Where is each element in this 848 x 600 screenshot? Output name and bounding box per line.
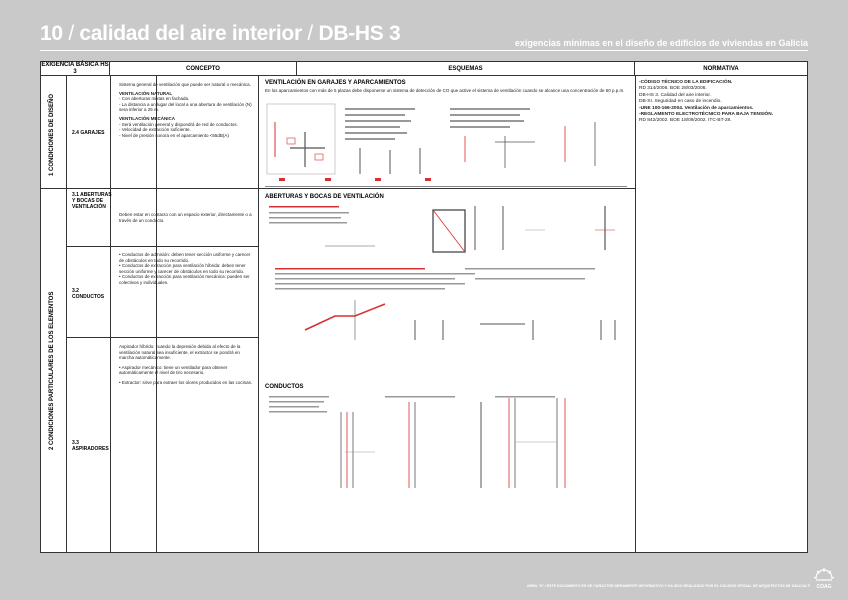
concept-line: - Nivel de presión sonora en el aparcamiento <55dB(A) xyxy=(119,132,229,138)
concept-line: - Con aberturas mixtas en fachada. xyxy=(119,96,190,102)
header-subtitle: exigencias mínimas en el diseño de edificios de viviendas en Galicia xyxy=(514,38,808,48)
content-table xyxy=(40,61,808,553)
normativa-item: RD 842/2002. BOE 18/09/2002. ITC-BT-28. xyxy=(639,117,732,123)
aberturas-diagram xyxy=(265,200,627,380)
concept-line: - La distancia a un lugar del local a una abertura de ventilación (N) sera inferior a 25 m. xyxy=(119,101,252,113)
section-title-conductos: CONDUCTOS xyxy=(265,384,304,390)
separator: / xyxy=(307,22,313,45)
divider xyxy=(66,76,67,552)
concept-line: • Extractor: sirve para extraer los olores producidos en las cocinas. xyxy=(119,379,253,385)
concept-aberturas: Deben estar en contacto con un espacio exterior, directamente o a través de un conducto. xyxy=(119,212,252,223)
header-code: DB-HS 3 xyxy=(318,22,401,45)
concept-line: • Conductos de admisión: deben tener sección uniforme y carecer de obstáculos en todo su recorrido. xyxy=(119,252,251,263)
divider xyxy=(156,76,157,552)
header-title: calidad del aire interior xyxy=(79,22,302,45)
col-normativa: NORMATIVA xyxy=(635,62,807,76)
col-exigencia: EXIGENCIA BÁSICA HS 3 xyxy=(41,62,109,75)
section-rule xyxy=(265,186,627,187)
row-code-aspiradores: 3.3 ASPIRADORES xyxy=(72,440,109,452)
normativa-item: -CÓDIGO TÉCNICO DE LA EDIFICACIÓN. xyxy=(639,80,733,85)
group-divider xyxy=(41,188,635,189)
concept-line: • Aspirador mecánico: tiene un ventilador para obtener automáticamente el nivel de tiro necesario. xyxy=(119,364,228,376)
row-divider xyxy=(66,337,258,338)
header-rule xyxy=(40,50,808,51)
normativa-item: -UNE 100-166-2004. Ventilación de aparcamientos. xyxy=(639,106,754,112)
coag-logo xyxy=(812,566,836,590)
divider xyxy=(110,76,111,552)
row-code-garajes: 2.4 GARAJES xyxy=(72,130,105,136)
normativa-item: DB-SI. Seguridad en caso de incendio. xyxy=(639,98,722,104)
row-code-aberturas: 3.1 ABERTURAS Y BOCAS DE VENTILACIÓN xyxy=(72,192,112,210)
concept-heading: VENTILACIÓN MECÁNICA xyxy=(119,115,175,121)
normativa-list xyxy=(639,80,807,123)
logo-text: COAG xyxy=(816,584,832,590)
concept-garajes xyxy=(119,82,255,138)
normativa-item: RD 314/2006. BOE 28/03/2006. xyxy=(639,85,707,91)
row-divider xyxy=(66,246,258,247)
concept-heading: VENTILACIÓN NATURAL xyxy=(119,90,173,96)
concept-line: Sistema general de ventilación que puede ser natural o mecánica. xyxy=(119,82,251,87)
concept-line: • Conductos de extracción para ventilación híbrida: deben tener sección uniforme y carecer de obstáculos en todo su recorrido. xyxy=(119,263,246,274)
concept-aspiradores xyxy=(119,344,255,386)
page-title xyxy=(40,22,400,46)
group-label-elementos: 2 CONDICIONES PARTICULARES DE LOS ELEMENTOS xyxy=(49,291,55,450)
group-label-diseno: 1 CONDICIONES DE DISEÑO xyxy=(49,93,55,176)
col-esquemas: ESQUEMAS xyxy=(297,62,635,76)
garajes-diagram xyxy=(265,102,627,184)
concept-line: - Velocidad de extracción suficiente. xyxy=(119,127,191,133)
concept-conductos xyxy=(119,252,255,286)
col-concepto: CONCEPTO xyxy=(110,62,297,76)
conductos-diagram xyxy=(265,392,627,492)
separator: / xyxy=(68,22,74,45)
normativa-item: DB-HS 3. Calidad del aire interior. xyxy=(639,93,711,99)
divider xyxy=(258,76,259,552)
divider xyxy=(635,76,636,552)
section-text-garajes: En los aparcamientos con más de 5 plazas debe disponerse un sistema de detección de CO que active el sistema de ventilación cuando se alcance una concentración de 50 p.p.m. xyxy=(265,88,625,93)
header-number: 10 xyxy=(40,22,63,45)
section-title-garajes: VENTILACIÓN EN GARAJES Y APARCAMIENTOS xyxy=(265,80,406,86)
concept-line: • Conductos de extracción para ventilación mecánica: pueden ser colectivos y individuales. xyxy=(119,274,250,285)
section-title-aberturas: ABERTURAS Y BOCAS DE VENTILACIÓN xyxy=(265,194,384,200)
concept-line: - Será ventilación general y dispondrá de red de conductos. xyxy=(119,121,238,127)
footer-note: ABRIL '07 / ESTE DOCUMENTO ES DE CARÁCTER MERAMENTE INFORMATIVO Y HA SIDO REALIZADO POR EL COLEGIO OFICIAL DE ARQUITECTOS DE GALICIA ® xyxy=(526,584,810,588)
row-code-conductos: 3.2 CONDUCTOS xyxy=(72,288,105,300)
concept-line: Aspirador híbrido: cuando la depresión debida al efecto de la ventilación natural sea insuficiente, el extractor se pondrá en marcha automáticamente. xyxy=(119,344,241,361)
normativa-item: -REGLAMENTO ELECTROTÉCNICO PARA BAJA TENSIÓN. xyxy=(639,111,774,117)
